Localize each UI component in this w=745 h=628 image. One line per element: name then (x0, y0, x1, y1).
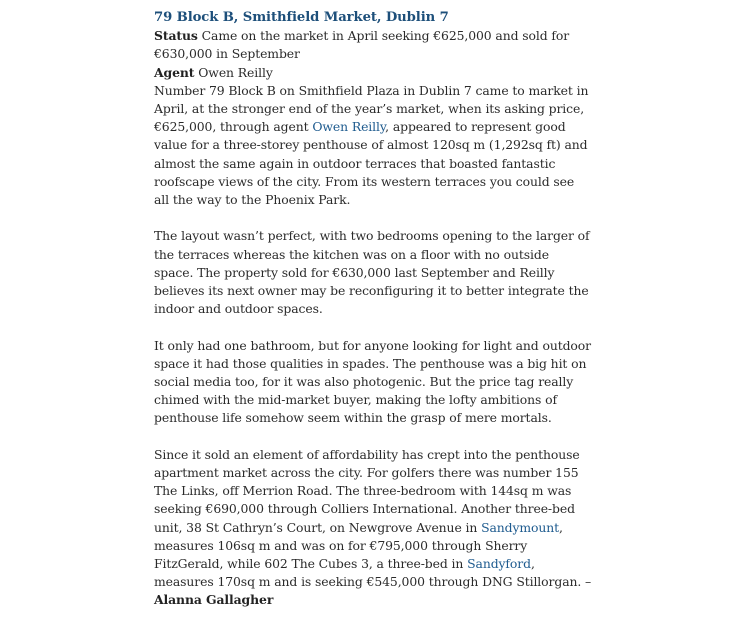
paragraph-3: It only had one bathroom, but for anyone looking for light and outdoor space it had those qualities in spades. The penthouse was a big hit on social media too, for it was also photogenic. But the price tag really chimed with the mid-market buyer, making the lofty ambitions of penthouse life somehow seem within the grasp of mere mortals. (154, 337, 591, 426)
agent-line (154, 64, 592, 82)
agent-link-owen-reilly[interactable]: Owen Reilly (312, 119, 386, 135)
paragraph-1-text-b: , appeared to represent good value for a three-storey penthouse of almost 120sq m (1,292sq ft) and almost the same again in outdoor terraces that boasted fantastic roofscape views of the city. From its western terraces you could see all the way to the Phoenix Park. (154, 119, 588, 208)
paragraph-4-text-c: , measures 170sq m and is seeking €545,000 through DNG Stillorgan. – (154, 556, 592, 590)
status-line (154, 27, 592, 63)
paragraph-4-text-b: , measures 106sq m and was on for €795,000 through Sherry FitzGerald, while 602 The Cubes 3, a three-bed in (154, 519, 563, 572)
status-label: Status (154, 28, 198, 44)
paragraph-4 (154, 446, 592, 610)
paragraph-4-text-a: Since it sold an element of affordability has crept into the penthouse apartment market across the city. For golfers there was number 155 The Links, off Merrion Road. The three-bedroom with 144sq m was seeking €690,000 through Colliers International. Another three-bed unit, 38 St Cathryn’s Court, on Newgrove Avenue in (154, 446, 580, 535)
location-link-sandymount[interactable]: Sandymount (481, 519, 560, 535)
paragraph-1 (154, 82, 592, 209)
agent-name: Owen Reilly (198, 64, 273, 80)
article (154, 9, 592, 628)
status-text: Came on the market in April seeking €625,000 and sold for €630,000 in September (154, 28, 570, 62)
paragraph-1-text-a: Number 79 Block B on Smithfield Plaza in Dublin 7 came to market in April, at the stronger end of the year’s market, when its asking price, €625,000, through agent (154, 82, 589, 135)
agent-label: Agent (154, 64, 195, 80)
listing-title: 79 Block B, Smithfield Market, Dublin 7 (154, 10, 449, 25)
paragraph-2: The layout wasn’t perfect, with two bedrooms opening to the larger of the terraces whereas the kitchen was on a floor with no outside space. The property sold for €630,000 last September and Reilly believes its next owner may be reconfiguring it to better integrate the indoor and outdoor spaces. (154, 228, 590, 317)
author-byline: Alanna Gallagher (154, 592, 274, 608)
location-link-sandyford[interactable]: Sandyford (467, 556, 531, 572)
